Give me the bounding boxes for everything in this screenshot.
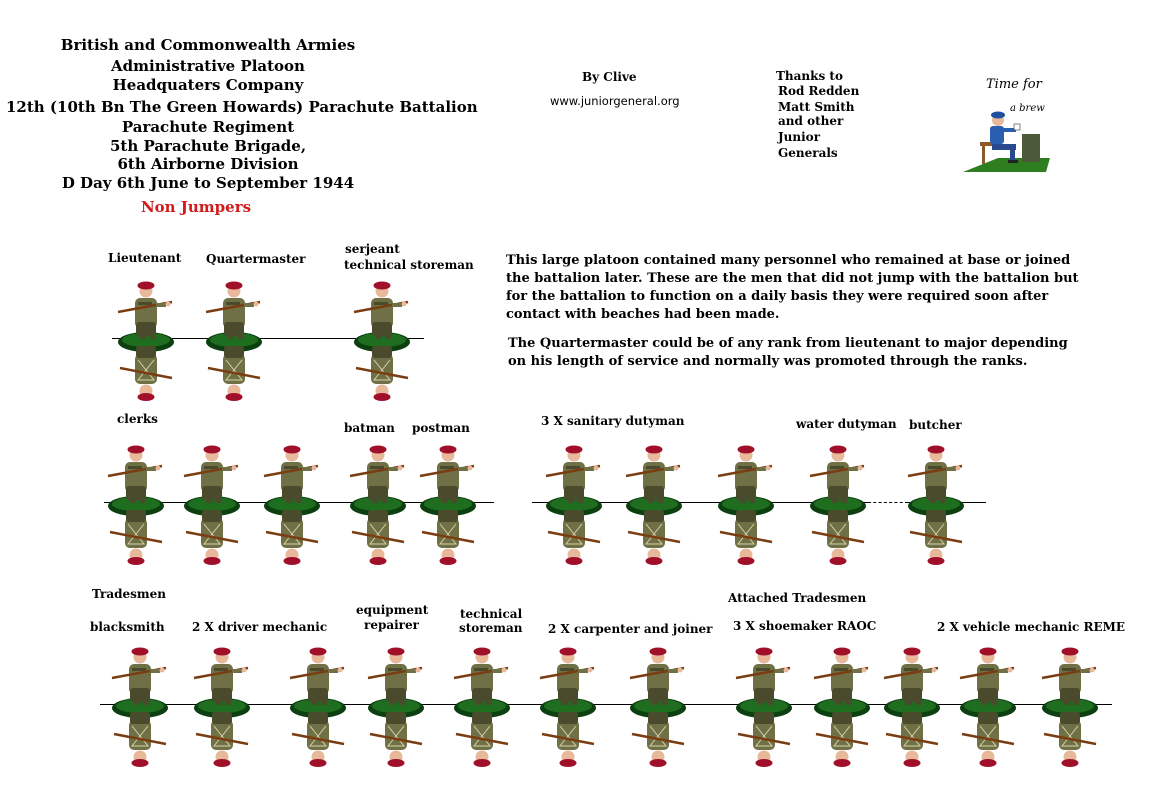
description-paragraph-2: The Quartermaster could be of any rank from lieutenant to major depending on his length of service and normally was promoted through the ranks.	[508, 336, 1068, 369]
brew-text-2: a brew	[1010, 103, 1045, 114]
label-water-dutyman: water dutyman	[796, 417, 897, 431]
label-batman: batman	[344, 421, 395, 435]
paper-soldier-icon	[624, 440, 684, 570]
description-paragraph-1: This large platoon contained many personnel who remained at base or joined the battalion later. These are the men that did not jump with the battalion but for the battalion to function on a daily basis they were required soon after contact with beaches had been made.	[506, 253, 1079, 322]
paper-soldier-icon	[182, 440, 242, 570]
figure-carpenter-2	[628, 642, 688, 772]
title-line-4: 12th (10th Bn The Green Howards) Parachute Battalion	[6, 98, 478, 116]
figure-vehicle-mechanic-1	[958, 642, 1018, 772]
thanks-line-6: Generals	[778, 146, 838, 160]
label-vehicle-mechanic: 2 X vehicle mechanic REME	[937, 620, 1126, 634]
paper-soldier-icon	[808, 440, 868, 570]
paper-soldier-icon	[204, 276, 264, 406]
paper-soldier-icon	[110, 642, 170, 772]
figure-lieutenant	[116, 276, 176, 406]
time-for-a-brew-logo	[958, 72, 1058, 182]
figure-postman	[418, 440, 478, 570]
thanks-line-4: and other	[778, 114, 844, 128]
title-line-6: 5th Parachute Brigade,	[109, 137, 307, 155]
label-attached-tradesmen: Attached Tradesmen	[728, 591, 867, 605]
paper-soldier-icon	[734, 642, 794, 772]
label-butcher: butcher	[909, 418, 962, 432]
label-serjeant: serjeant	[345, 242, 400, 256]
figure-shoemaker-1	[734, 642, 794, 772]
paper-soldier-icon	[812, 642, 872, 772]
label-technical-storeman-1: technical storeman	[344, 258, 474, 272]
paper-soldier-icon	[192, 642, 252, 772]
thanks-line-5: Junior	[778, 130, 821, 144]
figure-carpenter-1	[538, 642, 598, 772]
figure-shoemaker-3	[882, 642, 942, 772]
paper-soldier-icon	[958, 642, 1018, 772]
title-line-3: Headquaters Company	[112, 76, 304, 94]
website-link[interactable]: www.juniorgeneral.org	[550, 94, 680, 108]
figure-water-dutyman	[808, 440, 868, 570]
figure-batman	[348, 440, 408, 570]
paper-soldier-icon	[106, 440, 166, 570]
title-line-7: 6th Airborne Division	[117, 155, 299, 173]
paper-soldier-icon	[452, 642, 512, 772]
figure-sanitary-dutyman-1	[544, 440, 604, 570]
figure-clerk-1	[106, 440, 166, 570]
label-carpenter-joiner: 2 X carpenter and joiner	[548, 622, 713, 636]
paper-soldier-icon	[882, 642, 942, 772]
label-equipment: equipment	[356, 603, 429, 617]
paper-soldier-icon	[628, 642, 688, 772]
label-quartermaster: Quartermaster	[206, 252, 306, 266]
label-repairer: repairer	[364, 618, 419, 632]
title-line-8: D Day 6th June to September 1944	[61, 174, 355, 192]
label-lieutenant: Lieutenant	[108, 251, 182, 265]
title-line-1: British and Commonwealth Armies	[60, 36, 356, 54]
title-line-2: Administrative Platoon	[111, 57, 305, 75]
paper-soldier-icon	[116, 276, 176, 406]
fold-line-row-2c	[868, 502, 908, 503]
thanks-line-3: Matt Smith	[778, 100, 855, 114]
paper-soldier-icon	[716, 440, 776, 570]
figure-technical-storeman-2	[452, 642, 512, 772]
figure-driver-mechanic-1	[192, 642, 252, 772]
title-line-5: Parachute Regiment	[121, 118, 295, 136]
figure-sanitary-dutyman-3	[716, 440, 776, 570]
subtitle-non-jumpers: Non Jumpers	[140, 198, 252, 216]
thanks-line-2: Rod Redden	[778, 84, 860, 98]
figure-shoemaker-2	[812, 642, 872, 772]
label-blacksmith: blacksmith	[90, 620, 165, 634]
brew-text-1: Time for	[986, 77, 1042, 92]
figure-butcher	[906, 440, 966, 570]
paper-soldier-icon	[544, 440, 604, 570]
paper-soldier-icon	[418, 440, 478, 570]
label-clerks: clerks	[117, 412, 158, 426]
paper-soldier-icon	[538, 642, 598, 772]
label-tradesmen: Tradesmen	[92, 587, 166, 601]
paper-soldier-icon	[906, 440, 966, 570]
figure-serjeant-technical-storeman	[352, 276, 412, 406]
paper-soldier-icon	[288, 642, 348, 772]
soldier-drinking-tea-icon	[958, 72, 1058, 182]
figure-sanitary-dutyman-2	[624, 440, 684, 570]
thanks-line-1: Thanks to	[776, 69, 843, 83]
figure-blacksmith	[110, 642, 170, 772]
label-postman: postman	[412, 421, 470, 435]
figure-clerk-2	[182, 440, 242, 570]
paper-soldier-icon	[348, 440, 408, 570]
label-sanitary-dutyman: 3 X sanitary dutyman	[541, 414, 685, 428]
author-credit: By Clive	[582, 70, 637, 84]
label-driver-mechanic: 2 X driver mechanic	[192, 620, 328, 634]
paper-soldier-icon	[1040, 642, 1100, 772]
paper-soldier-icon	[262, 440, 322, 570]
figure-clerk-3	[262, 440, 322, 570]
label-storeman: storeman	[459, 621, 523, 635]
figure-driver-mechanic-2	[288, 642, 348, 772]
figure-quartermaster	[204, 276, 264, 406]
figure-equipment-repairer	[366, 642, 426, 772]
figure-vehicle-mechanic-2	[1040, 642, 1100, 772]
paper-soldier-icon	[366, 642, 426, 772]
label-shoemaker: 3 X shoemaker RAOC	[733, 619, 877, 633]
paper-soldier-icon	[352, 276, 412, 406]
label-technical: technical	[460, 607, 523, 621]
